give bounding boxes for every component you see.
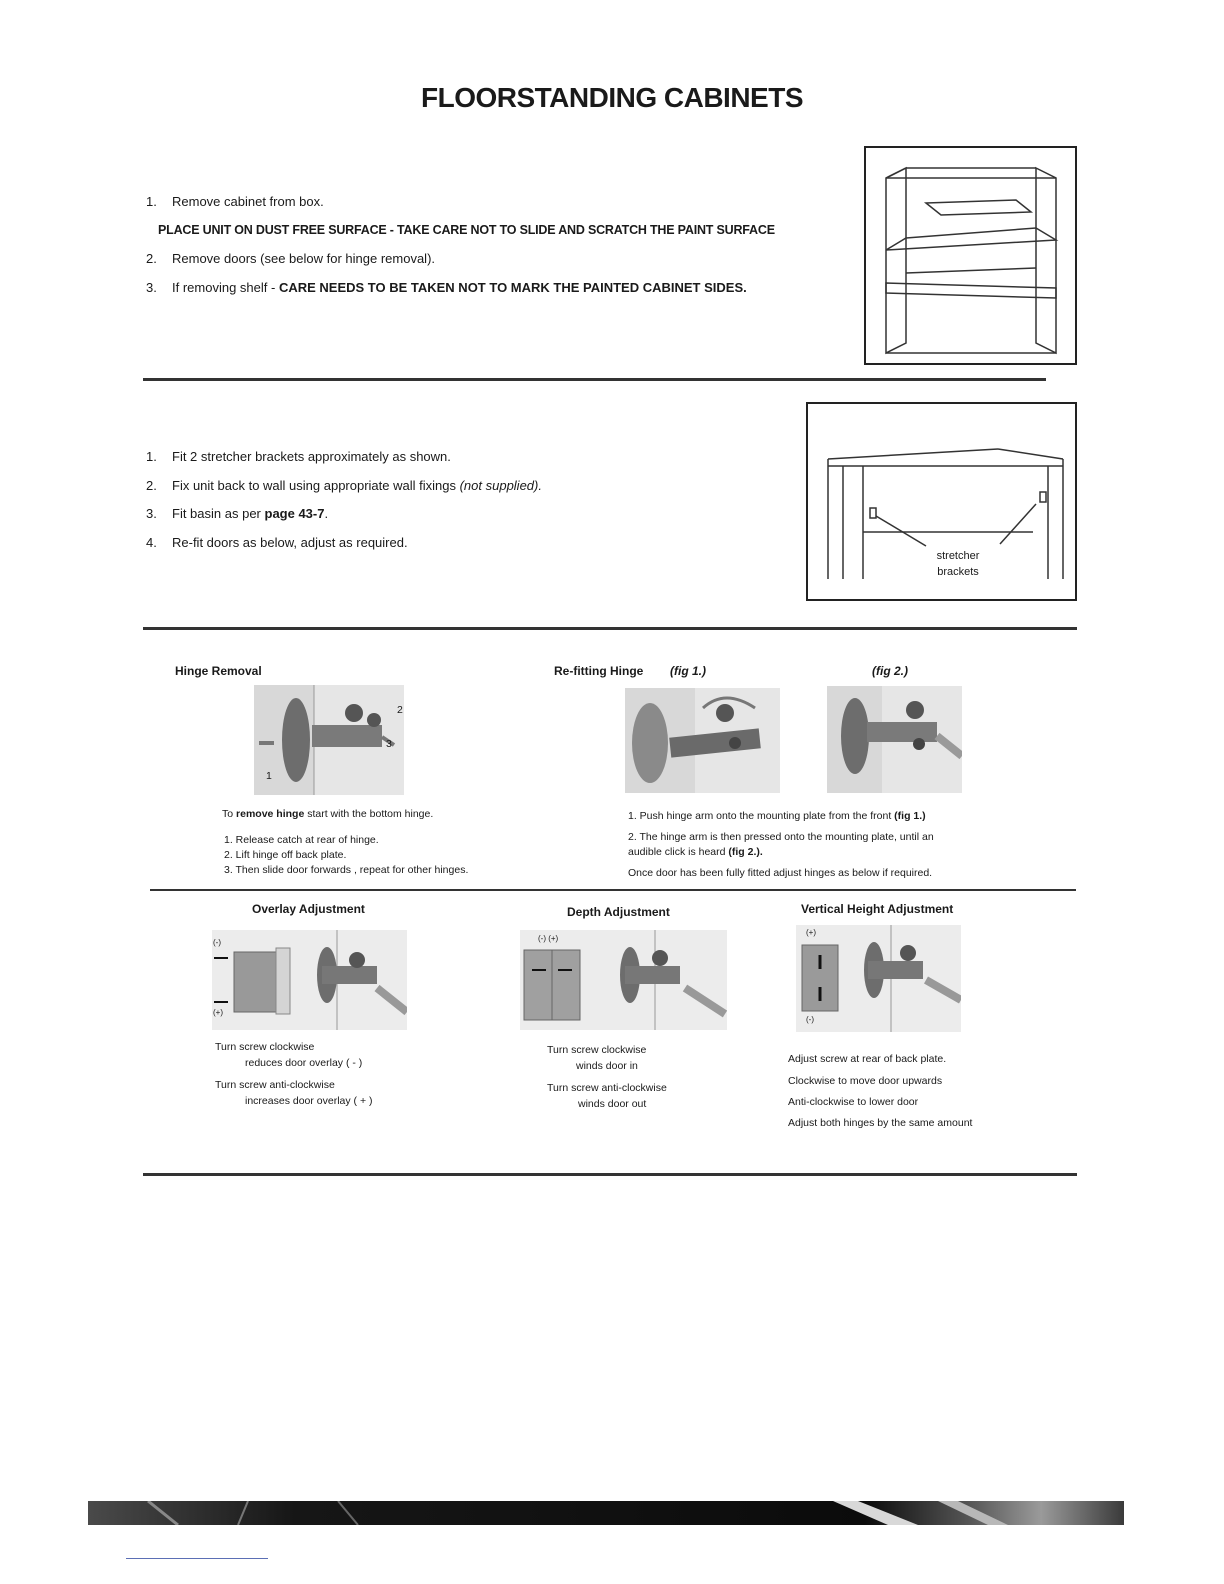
marker-3: 3 bbox=[386, 738, 392, 750]
step-number: 4. bbox=[146, 535, 157, 550]
overlay-sign-plus: (+) bbox=[213, 1008, 223, 1017]
step-text: Remove doors (see below for hinge removal). bbox=[172, 251, 436, 266]
refitting-heading: Re-fitting Hinge bbox=[554, 664, 644, 678]
footer-banner-image bbox=[88, 1501, 1124, 1525]
vertical-drawing bbox=[796, 925, 961, 1032]
hinge-removal-step-3: 3. Then slide door forwards , repeat for other hinges. bbox=[224, 864, 469, 876]
overlay-photo bbox=[212, 930, 407, 1030]
refit-step-2-line2 bbox=[628, 845, 763, 859]
fig2-label: (fig 2.) bbox=[872, 664, 908, 678]
vertical-line-4: Adjust both hinges by the same amount bbox=[788, 1117, 973, 1129]
step-number: 1. bbox=[146, 449, 157, 464]
section2-step-2 bbox=[146, 478, 542, 493]
overlay-line-1: Turn screw clockwise bbox=[215, 1041, 315, 1053]
step-text: Fit 2 stretcher brackets approximately as shown. bbox=[172, 449, 451, 464]
intro-text: start with the bottom hinge. bbox=[304, 808, 434, 820]
section2-step-1 bbox=[146, 449, 451, 464]
hinge-removal-photo bbox=[254, 685, 404, 795]
step-number: 3. bbox=[146, 506, 157, 521]
hinge-removal-heading: Hinge Removal bbox=[175, 664, 262, 678]
vertical-line-1: Adjust screw at rear of back plate. bbox=[788, 1053, 947, 1065]
step-number: 2. bbox=[146, 251, 157, 266]
fig1-label: (fig 1.) bbox=[670, 664, 706, 678]
vertical-line-3: Anti-clockwise to lower door bbox=[788, 1096, 919, 1108]
step-italic: (not supplied). bbox=[459, 478, 542, 493]
overlay-line-2: reduces door overlay ( - ) bbox=[245, 1057, 363, 1069]
refit-step-2-text: audible click is heard bbox=[628, 846, 729, 858]
refit-fig1-photo bbox=[625, 688, 780, 793]
vertical-sign-minus: (-) bbox=[806, 1015, 814, 1024]
cabinet-figure bbox=[864, 146, 1077, 365]
refit-fig1-drawing bbox=[625, 688, 780, 793]
step-end: . bbox=[324, 506, 329, 521]
section-divider bbox=[143, 627, 1077, 630]
hinge-removal-step-2: 2. Lift hinge off back plate. bbox=[224, 849, 347, 861]
vertical-line-2: Clockwise to move door upwards bbox=[788, 1075, 943, 1087]
vertical-photo bbox=[796, 925, 961, 1032]
depth-drawing bbox=[520, 930, 727, 1030]
vertical-heading: Vertical Height Adjustment bbox=[801, 902, 954, 916]
brackets-label-line1: stretcher bbox=[936, 550, 980, 562]
section1-step-3 bbox=[146, 280, 747, 295]
section2-step-4 bbox=[146, 535, 408, 550]
depth-line-3: Turn screw anti-clockwise bbox=[547, 1082, 667, 1094]
overlay-heading: Overlay Adjustment bbox=[252, 902, 365, 916]
step-number: 3. bbox=[146, 280, 157, 295]
overlay-sign-minus: (-) bbox=[213, 938, 221, 947]
intro-bold: remove hinge bbox=[236, 808, 305, 820]
step-number: 2. bbox=[146, 478, 157, 493]
overlay-line-4: increases door overlay ( + ) bbox=[245, 1095, 373, 1107]
step-text: If removing shelf - bbox=[172, 280, 279, 295]
intro-text: To bbox=[222, 808, 237, 820]
step-warning: CARE NEEDS TO BE TAKEN NOT TO MARK THE PAINTED CABINET SIDES. bbox=[278, 280, 747, 295]
hinge-drawing bbox=[254, 685, 404, 795]
step-text: Fit basin as per bbox=[172, 506, 265, 521]
section1-step-1 bbox=[146, 194, 324, 209]
section2-step-3 bbox=[146, 506, 328, 521]
stretcher-brackets-figure bbox=[806, 402, 1077, 601]
refit-step-2-line1: 2. The hinge arm is then pressed onto the mounting plate, until an bbox=[628, 831, 934, 843]
refit-step-1-fig: (fig 1.) bbox=[894, 810, 926, 822]
page-title: FLOORSTANDING CABINETS bbox=[420, 82, 804, 113]
refit-fig2-drawing bbox=[827, 686, 962, 793]
brackets-label-line2: brackets bbox=[937, 566, 979, 578]
depth-photo bbox=[520, 930, 727, 1030]
depth-line-2: winds door in bbox=[576, 1060, 638, 1072]
refit-step-2-fig: (fig 2.). bbox=[728, 846, 763, 858]
marker-1: 1 bbox=[266, 770, 272, 782]
vertical-sign-plus: (+) bbox=[806, 928, 816, 937]
step-text: Fix unit back to wall using appropriate wall fixings bbox=[172, 478, 460, 493]
refit-step-1-text: 1. Push hinge arm onto the mounting plate from the front bbox=[628, 810, 895, 822]
page-reference: page 43-7 bbox=[264, 506, 325, 521]
refit-step-1 bbox=[628, 809, 926, 823]
overlay-drawing bbox=[212, 930, 407, 1030]
marker-2: 2 bbox=[397, 704, 403, 716]
dust-free-warning: PLACE UNIT ON DUST FREE SURFACE - TAKE CARE NOT TO SLIDE AND SCRATCH THE PAINT SURFACE bbox=[158, 223, 775, 237]
step-text: Remove cabinet from box. bbox=[172, 194, 324, 209]
hinge-removal-step-1: 1. Release catch at rear of hinge. bbox=[224, 834, 379, 846]
section-divider bbox=[143, 378, 1046, 381]
footer-link-underline bbox=[126, 1558, 268, 1559]
refit-fig2-photo bbox=[827, 686, 962, 793]
refit-note: Once door has been fully fitted adjust hinges as below if required. bbox=[628, 867, 933, 879]
step-text: Re-fit doors as below, adjust as required. bbox=[172, 535, 408, 550]
step-number: 1. bbox=[146, 194, 157, 209]
depth-heading: Depth Adjustment bbox=[567, 905, 670, 919]
hinge-removal-intro bbox=[222, 807, 433, 821]
footer-banner bbox=[88, 1501, 1124, 1525]
overlay-line-3: Turn screw anti-clockwise bbox=[215, 1079, 335, 1091]
depth-line-1: Turn screw clockwise bbox=[547, 1044, 647, 1056]
section1-step-2 bbox=[146, 251, 435, 266]
section-divider bbox=[143, 1173, 1077, 1176]
section-divider bbox=[150, 889, 1076, 891]
depth-signs: (-) (+) bbox=[538, 934, 559, 943]
cabinet-line-drawing bbox=[866, 148, 1075, 363]
depth-line-4: winds door out bbox=[578, 1098, 647, 1110]
